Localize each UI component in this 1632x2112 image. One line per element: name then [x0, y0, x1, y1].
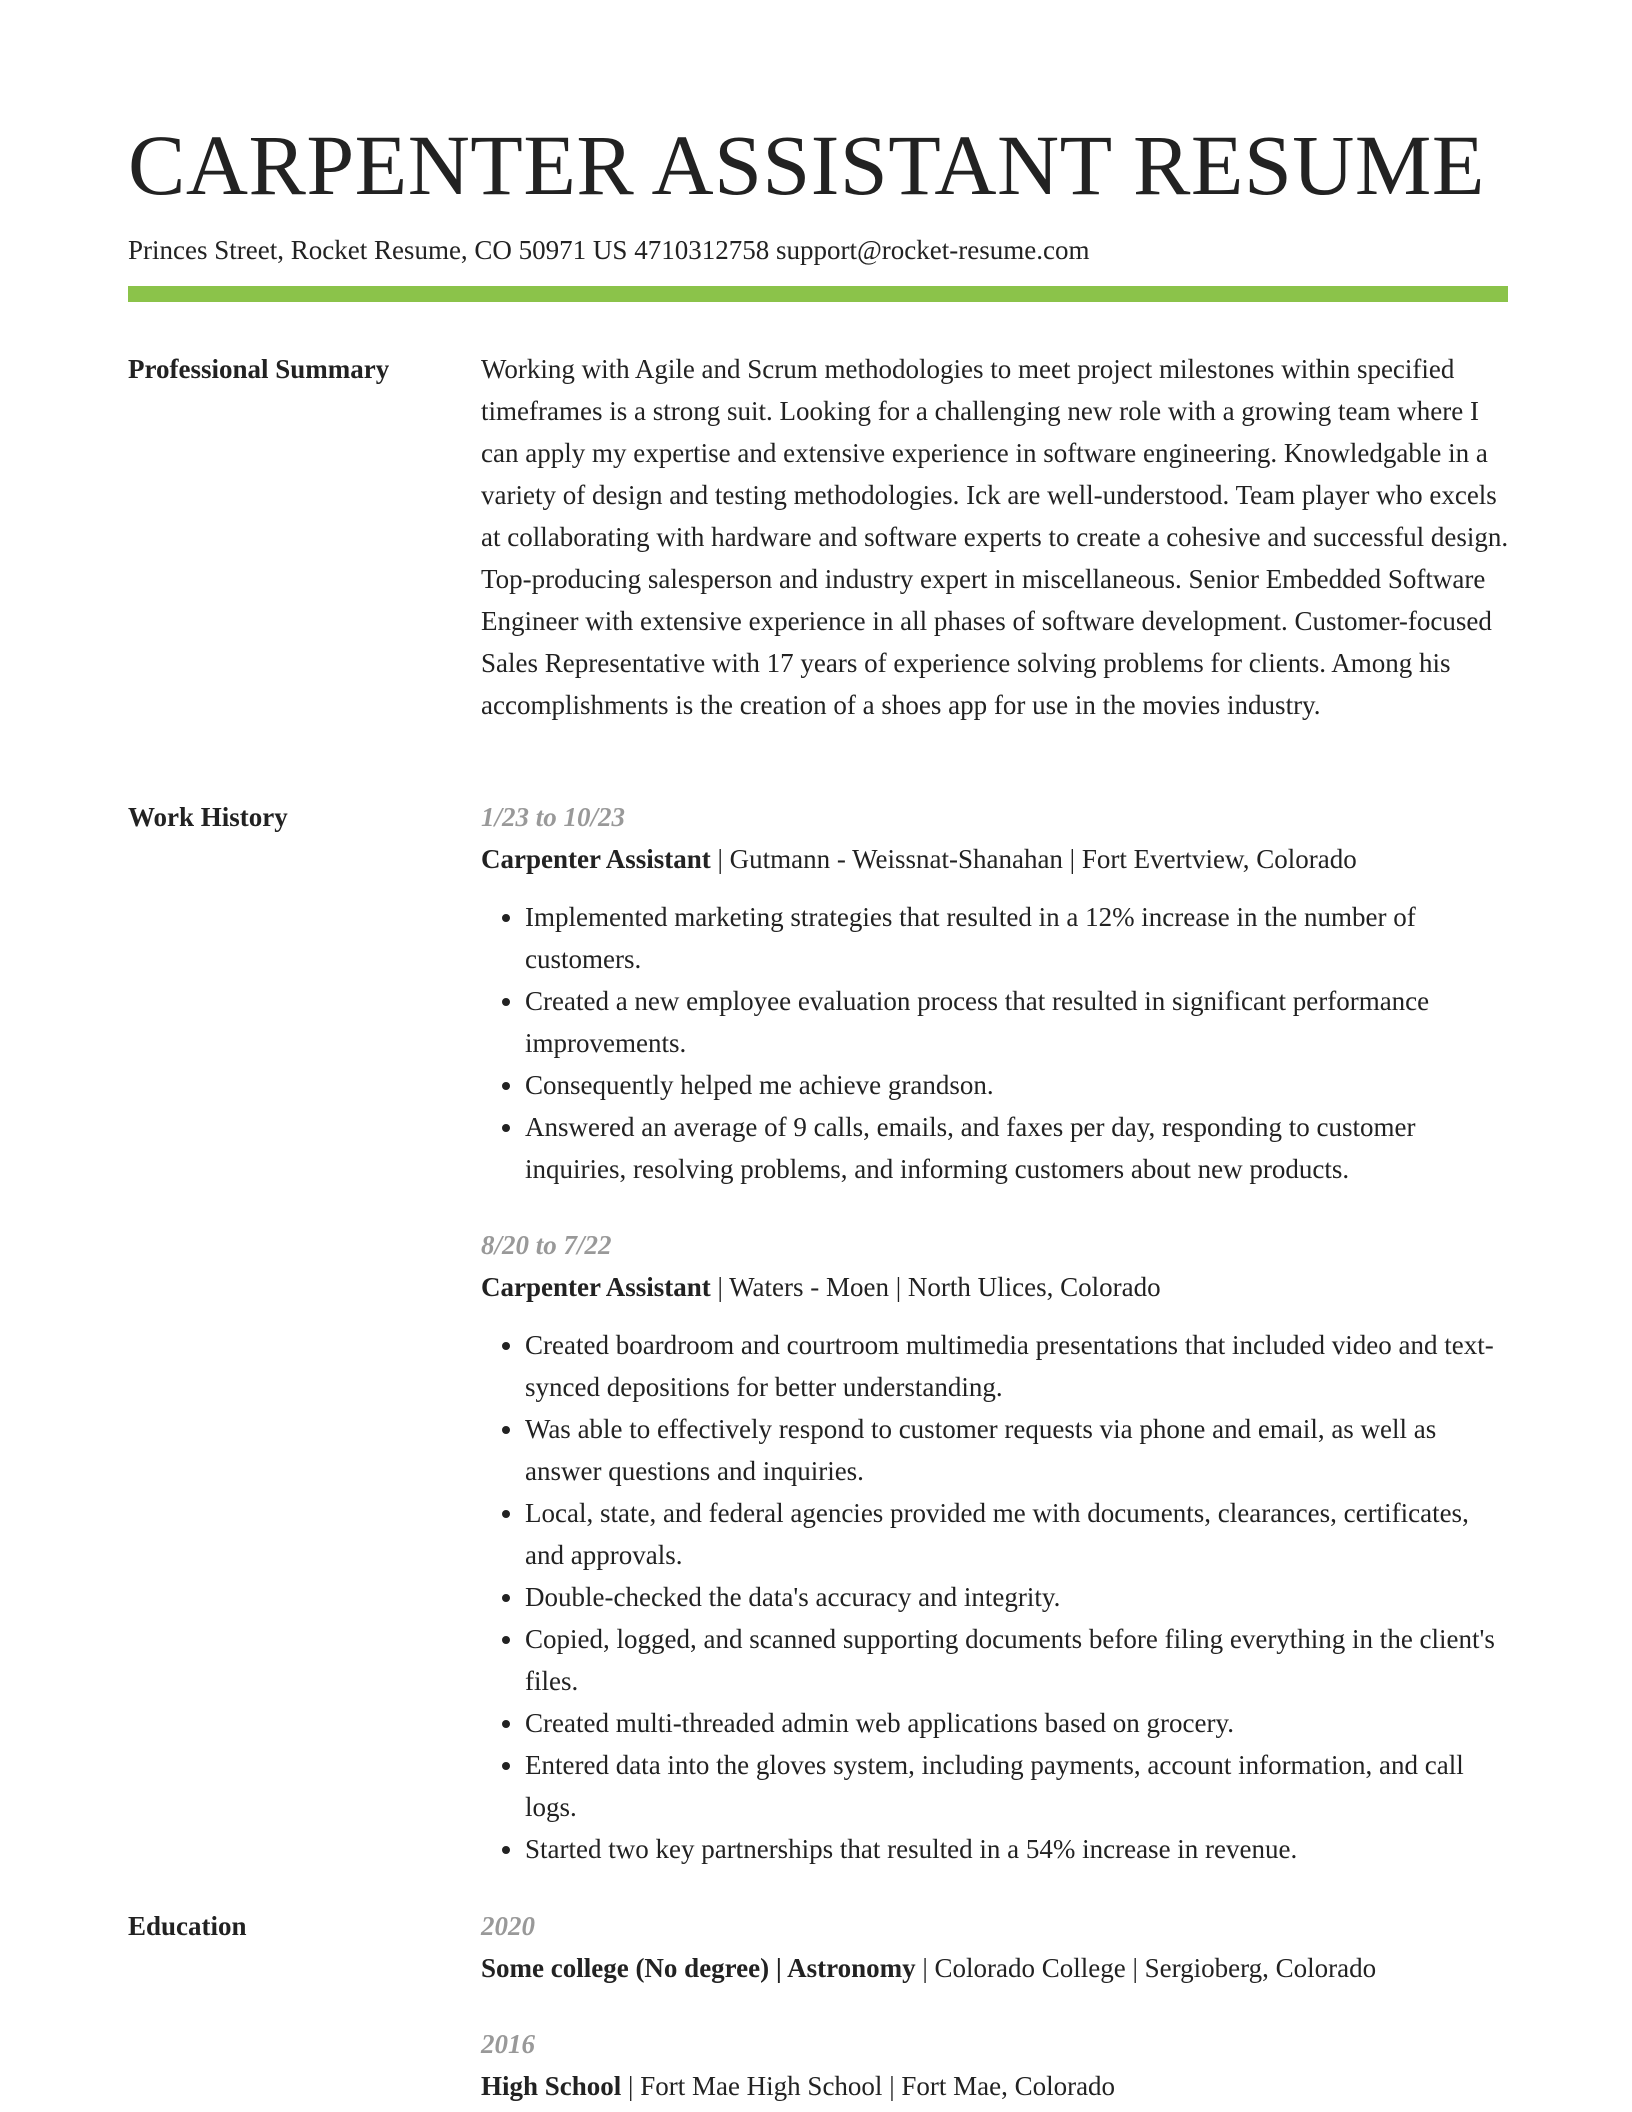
job-title: Carpenter Assistant — [481, 844, 711, 874]
education-body — [481, 1905, 1511, 2107]
work-history-body — [481, 796, 1511, 1870]
summary-text: Working with Agile and Scrum methodologies to meet project milestones within specified timeframes is a strong suit. Looking for a challenging new role with a growing team where I can apply my expertise and extensive experience in software engineering. Knowledgable in a variety of design and testing methodologies. Ick are well-understood. Team player who excels at collaborating with hardware and software experts to create a cohesive and successful design. Top-producing salesperson and industry expert in miscellaneous. Senior Embedded Software Engineer with extensive experience in all phases of software development. Customer-focused Sales Representative with 17 years of experience solving problems for clients. Among his accomplishments is the creation of a shoes app for use in the movies industry. — [481, 354, 1509, 720]
job-dates: 1/23 to 10/23 — [481, 802, 626, 832]
education-details: | Colorado College | Sergioberg, Colorado — [915, 1953, 1377, 1983]
education-entry — [481, 1905, 1511, 1989]
job-bullet: • Was able to effectively respond to customer requests via phone and email, as well as answer questions and inquiries. — [525, 1408, 1511, 1492]
education-details: | Fort Mae High School | Fort Mae, Colorado — [621, 2071, 1116, 2101]
job-heading — [481, 838, 1511, 880]
header-divider — [128, 286, 1508, 302]
job-entry — [481, 1224, 1511, 1870]
job-bullet: • Entered data into the gloves system, including payments, account information, and call logs. — [525, 1744, 1511, 1828]
job-bullet: • Copied, logged, and scanned supporting documents before filing everything in the client's files. — [525, 1618, 1511, 1702]
job-bullets — [481, 896, 1511, 1190]
job-bullet: • Consequently helped me achieve grandson. — [525, 1064, 1511, 1106]
education-heading-line — [481, 2065, 1511, 2107]
job-details: | Gutmann - Weissnat-Shanahan | Fort Evertview, Colorado — [710, 844, 1357, 874]
job-bullet: • Implemented marketing strategies that resulted in a 12% increase in the number of customers. — [525, 896, 1511, 980]
summary-body — [481, 348, 1511, 726]
job-bullet: • Double-checked the data's accuracy and integrity. — [525, 1576, 1511, 1618]
summary-heading: Professional Summary — [128, 354, 390, 384]
job-bullet: • Created multi-threaded admin web applications based on grocery. — [525, 1702, 1511, 1744]
job-bullet: • Started two key partnerships that resulted in a 54% increase in revenue. — [525, 1828, 1511, 1870]
job-dates: 8/20 to 7/22 — [481, 1230, 612, 1260]
job-bullets — [481, 1324, 1511, 1870]
job-bullet: • Answered an average of 9 calls, emails, and faxes per day, responding to customer inquiries, resolving problems, and informing customers about new products. — [525, 1106, 1511, 1190]
resume-title: CARPENTER ASSISTANT RESUME — [128, 117, 1485, 213]
education-degree: High School — [481, 2071, 622, 2101]
education-degree: Some college (No degree) | Astronomy — [481, 1953, 916, 1983]
education-heading: Education — [128, 1911, 247, 1941]
education-year: 2016 — [481, 2029, 535, 2059]
job-entry — [481, 796, 1511, 1190]
work-history-heading: Work History — [128, 802, 288, 832]
job-details: | Waters - Moen | North Ulices, Colorado — [710, 1272, 1161, 1302]
job-bullet: • Created a new employee evaluation process that resulted in significant performance improvements. — [525, 980, 1511, 1064]
job-bullet: • Created boardroom and courtroom multimedia presentations that included video and text-synced depositions for better understanding. — [525, 1324, 1511, 1408]
education-year: 2020 — [481, 1911, 535, 1941]
contact-line: Princes Street, Rocket Resume, CO 50971 US 4710312758 support@rocket-resume.com — [128, 235, 1090, 265]
education-heading-line — [481, 1947, 1511, 1989]
education-entry — [481, 2023, 1511, 2107]
job-title: Carpenter Assistant — [481, 1272, 711, 1302]
job-bullet: • Local, state, and federal agencies provided me with documents, clearances, certificates, and approvals. — [525, 1492, 1511, 1576]
job-heading — [481, 1266, 1511, 1308]
